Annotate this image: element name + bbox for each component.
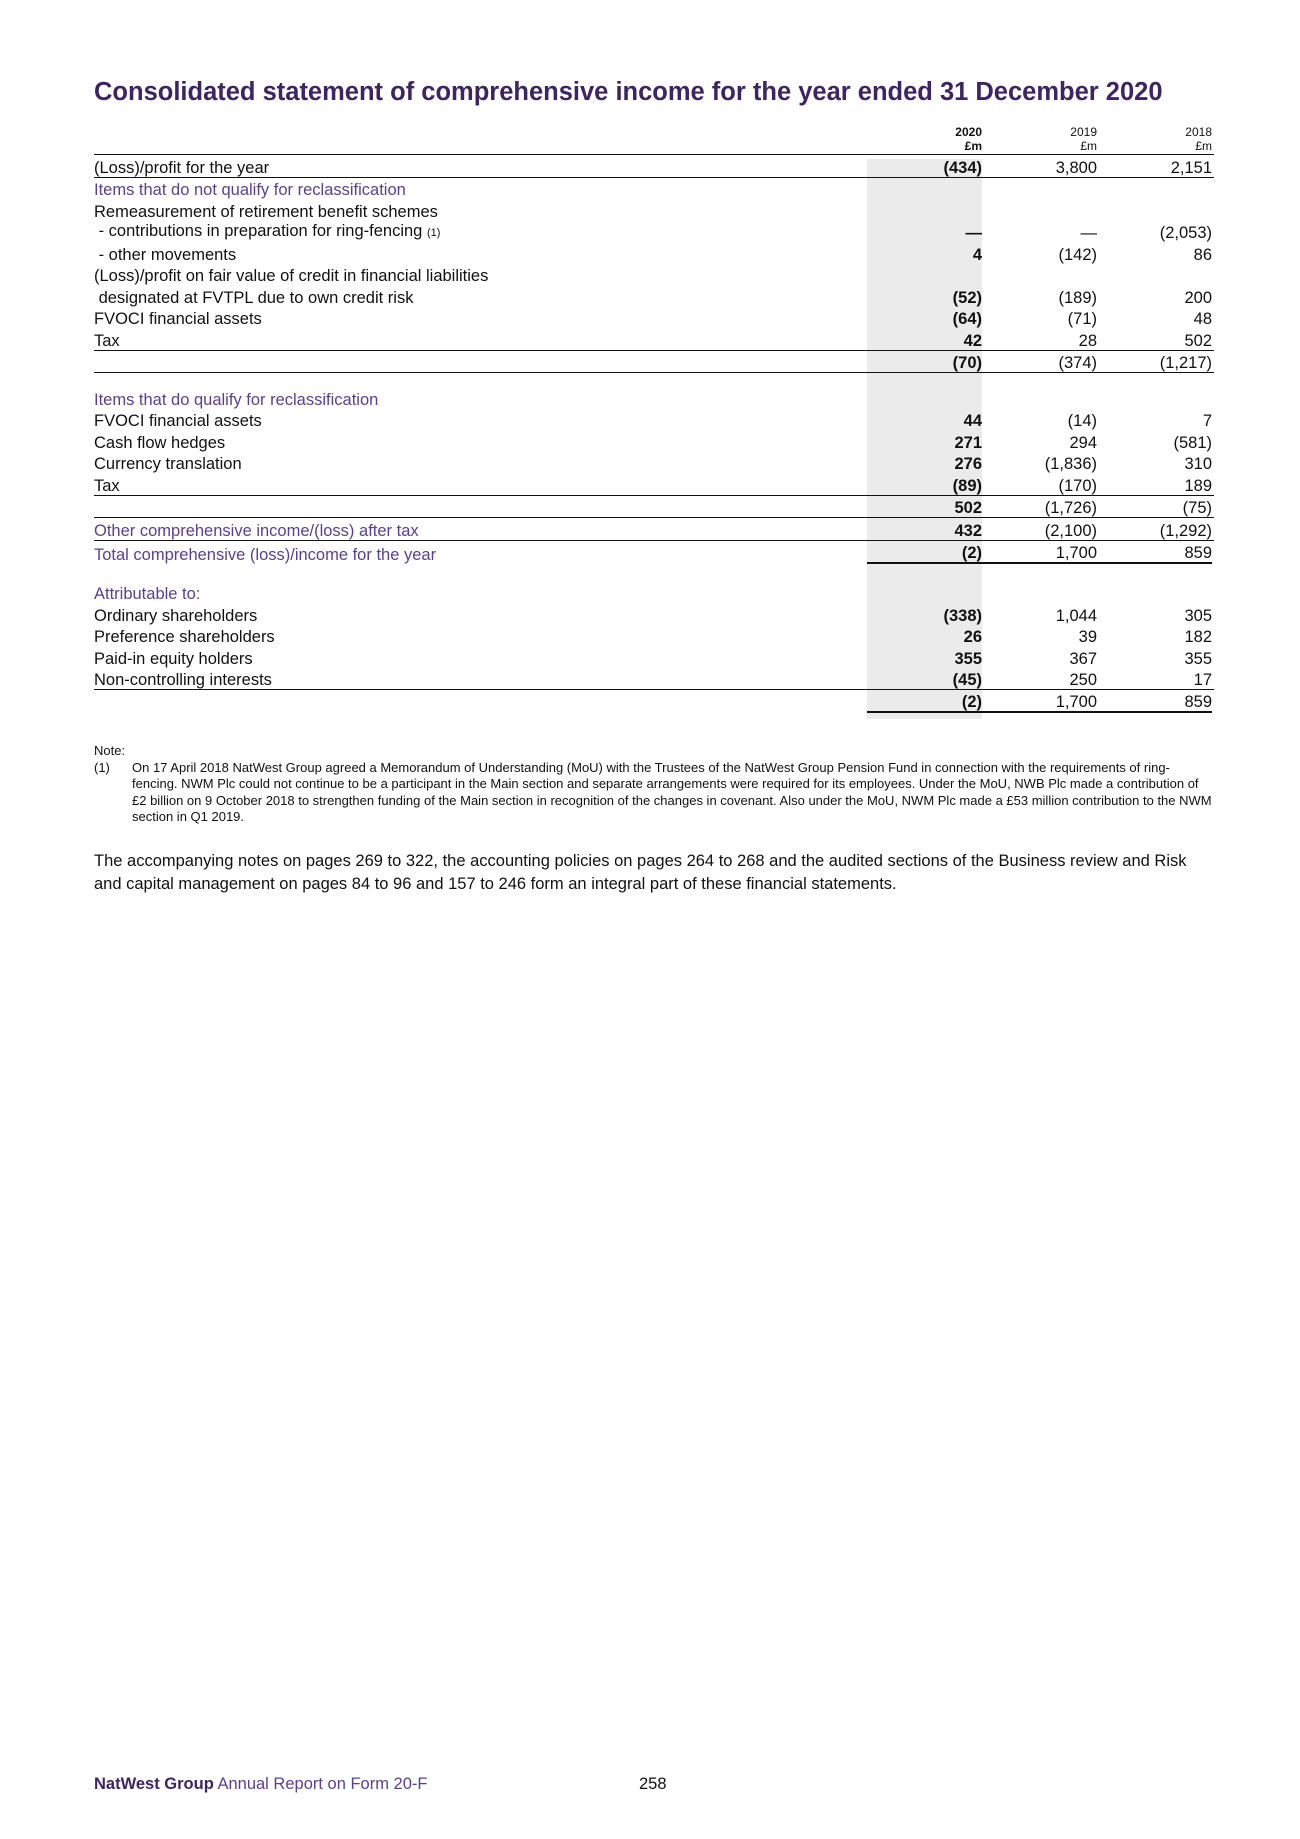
table-row: - other movements 4 (142) 86 [94,245,1212,264]
footer-brand: NatWest Group [94,1775,214,1793]
notes-section [94,743,1214,826]
page-number: 258 [639,1775,667,1793]
table-row: FVOCI financial assets 44 (14) 7 [94,412,1212,430]
table-row: Ordinary shareholders (338) 1,044 305 [94,606,1212,625]
section-heading: Items that do not qualify for reclassification [94,181,406,199]
footer-report-name: Annual Report on Form 20-F [213,1775,428,1793]
table-row: (Loss)/profit for the year (434) 3,800 2,151 [94,155,1214,178]
page-title: Consolidated statement of comprehensive income for the year ended 31 December 2020 [94,78,1163,106]
column-header-2019: 2019 £m [1070,125,1097,153]
table-row: Cash flow hedges 271 294 (581) [94,433,1212,452]
subtotal-row: (70) (374) (1,217) [94,351,1214,374]
table-row: Currency translation 276 (1,836) 310 [94,455,1212,473]
total-row: Total comprehensive (loss)/income for the year (2) 1,700 859 [94,543,1212,564]
footer [94,1775,427,1794]
subtotal-row: 502 (1,726) (75) [94,496,1214,519]
comprehensive-income-table [94,124,1214,713]
accompanying-notes-paragraph: The accompanying notes on pages 269 to 322, the accounting policies on pages 264 to 268 and the audited sections of the Business review and Risk and capital management on pages 84 to 96 and 157 to 246 form an integral part of these financial statements. [94,852,1187,893]
column-header-2020: 2020 £m [955,125,982,153]
column-header-2018: 2018 £m [1185,125,1212,153]
table-row: Preference shareholders 26 39 182 [94,628,1212,646]
notes-heading: Note: [94,743,126,758]
note-reference: (1) [426,227,441,239]
table-row: Non-controlling interests (45) 250 17 [94,668,1214,691]
note-text: On 17 April 2018 NatWest Group agreed a Memorandum of Understanding (MoU) with the Trustees of the NatWest Group Pension Fund in connection with the requirements of ring-fencing. NWM Plc could not continue to be a participant in the Main section and separate arrangements were required for its employees. Under the MoU, NWB Plc made a contribution of £2 billion on 9 October 2018 to strengthen funding of the Main section in recognition of the changes in covenant. Also under the MoU, NWM Plc made a £53 million contribution to the NWM section in Q1 2019. [132,759,1212,824]
section-heading: Attributable to: [94,585,201,603]
table-row: (Loss)/profit on fair value of credit in financial liabilities [94,267,489,285]
column-header-row [94,124,1214,155]
table-row: Tax (89) (170) 189 [94,473,1214,496]
oci-row: Other comprehensive income/(loss) after tax 432 (2,100) (1,292) [94,518,1214,541]
section-heading: Items that do qualify for reclassification [94,390,379,409]
attributable-total-row: (2) 1,700 859 [94,690,1214,713]
note-item [94,760,1214,826]
table-row: - contributions in preparation for ring-fencing (1) — — (2,053) [94,222,1212,242]
table-row: designated at FVTPL due to own credit risk (52) (189) 200 [94,288,1212,307]
table-row: FVOCI financial assets (64) (71) 48 [94,310,1212,328]
note-number: (1) [94,759,110,775]
table-row: Paid-in equity holders 355 367 355 [94,649,1212,668]
table-row: Remeasurement of retirement benefit schemes [94,202,438,221]
table-row: Tax 42 28 502 [94,328,1214,351]
